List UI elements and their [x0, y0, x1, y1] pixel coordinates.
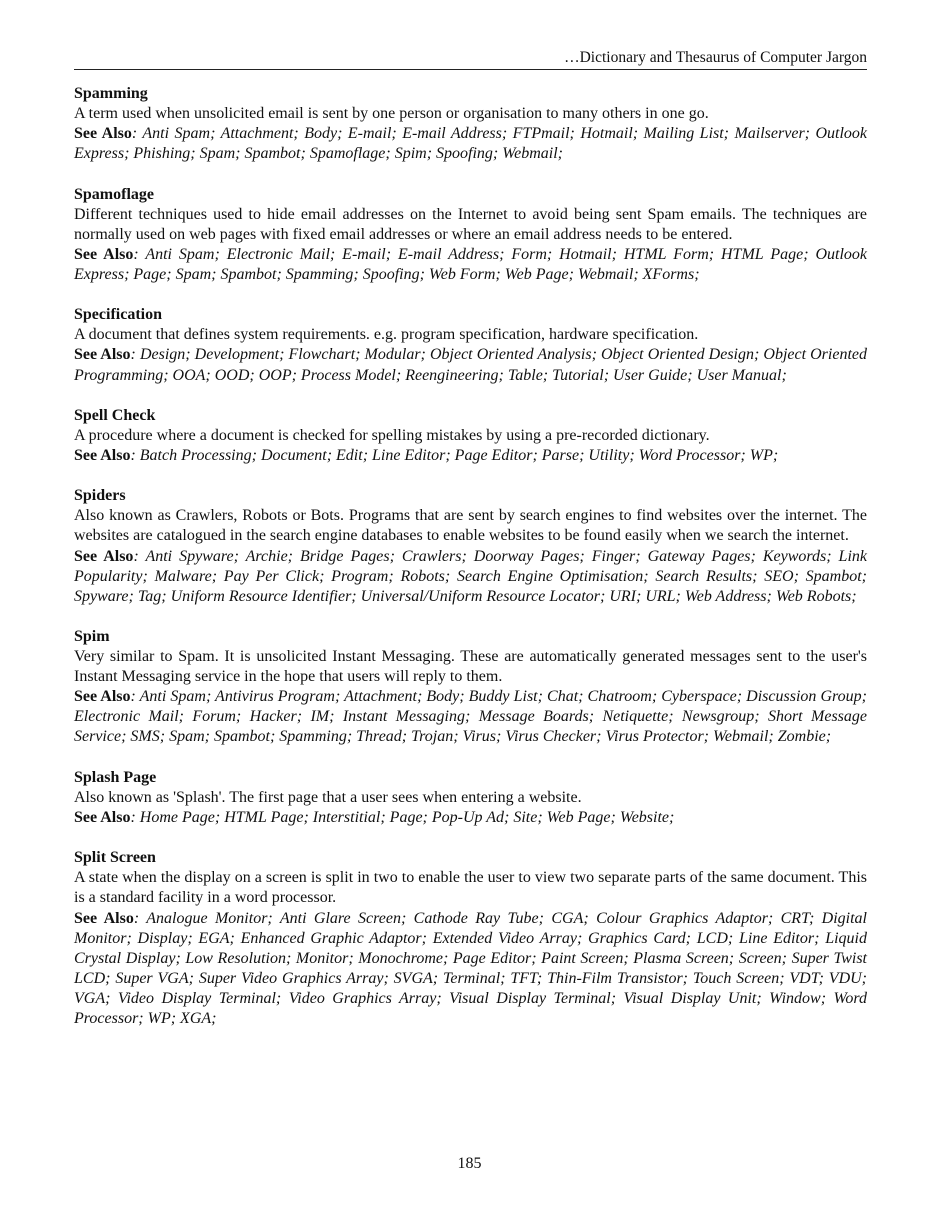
see-also-label: See Also — [74, 808, 131, 826]
entry-specification — [74, 305, 867, 385]
entry-definition: A document that defines system requirements. e.g. program specification, hardware specification. — [74, 326, 699, 344]
see-also-label: See Also — [74, 446, 131, 464]
entry-see-also — [74, 808, 867, 828]
page-number: 185 — [457, 1155, 482, 1172]
entry-see-also — [74, 124, 867, 164]
entry-definition: Also known as Crawlers, Robots or Bots. Programs that are sent by search engines to find websites over the internet. The websites are catalogued in the search engine databases to enable websites to be found easily when we search the internet. — [74, 507, 867, 545]
entry-split-screen — [74, 848, 867, 1029]
see-also-label: See Also — [74, 688, 131, 706]
entry-spamoflage — [74, 185, 867, 285]
entry-definition: Also known as 'Splash'. The first page that a user sees when entering a website. — [74, 788, 582, 806]
book-title: …Dictionary and Thesaurus of Computer Jargon — [564, 49, 867, 66]
entry-term: Splash Page — [74, 768, 157, 786]
see-also-label: See Also — [74, 547, 134, 565]
entry-spamming — [74, 84, 867, 164]
dictionary-entries — [74, 84, 867, 1049]
entry-term: Spamming — [74, 85, 148, 102]
see-also-label: See Also — [74, 909, 134, 927]
see-also-label: See Also — [74, 346, 131, 364]
entry-definition: Very similar to Spam. It is unsolicited Instant Messaging. These are automatically generated messages sent to the user's Instant Messaging service in the hope that users will reply to them. — [74, 648, 867, 686]
entry-see-also — [74, 245, 867, 285]
entry-see-also — [74, 345, 867, 385]
see-also-label: See Also — [74, 245, 134, 263]
entry-spiders — [74, 486, 867, 607]
entry-term: Spim — [74, 628, 110, 645]
see-also-items: : Home Page; HTML Page; Interstitial; Page; Pop-Up Ad; Site; Web Page; Website; — [130, 808, 675, 826]
entry-see-also — [74, 687, 867, 747]
see-also-items: : Anti Spam; Electronic Mail; E-mail; E-mail Address; Form; Hotmail; HTML Form; HTML Page; Outlook Express; Page; Spam; Spambot; Spamming; Spoofing; Web Form; Web Page; Webmail; XForms; — [74, 245, 867, 283]
entry-term: Split Screen — [74, 849, 156, 867]
entry-see-also — [74, 446, 867, 466]
entry-definition: A state when the display on a screen is split in two to enable the user to view two separate parts of the same document. This is a standard facility in a word processor. — [74, 869, 867, 907]
see-also-items: : Batch Processing; Document; Edit; Line Editor; Page Editor; Parse; Utility; Word Processor; WP; — [130, 446, 779, 464]
see-also-items: : Design; Development; Flowchart; Modular; Object Oriented Analysis; Object Oriented Design; Object Oriented Programming; OOA; OOD; OOP; Process Model; Reengineering; Table; Tutorial; User Guide; User Manual; — [74, 346, 867, 384]
see-also-items: : Anti Spyware; Archie; Bridge Pages; Crawlers; Doorway Pages; Finger; Gateway Pages; Keywords; Link Popularity; Malware; Pay Per Click; Program; Robots; Search Engine Optimisation; Search Results; SEO; Spambot; Spyware; Tag; Uniform Resource Identifier; Universal/Uniform Resource Locator; URI; URL; Web Address; Web Robots; — [74, 547, 867, 605]
entry-see-also — [74, 909, 867, 1030]
see-also-items: : Anti Spam; Attachment; Body; E-mail; E-mail Address; FTPmail; Hotmail; Mailing List; Mailserver; Outlook Express; Phishing; Spam; Spambot; Spamoflage; Spim; Spoofing; Webmail; — [74, 125, 867, 163]
entry-term: Spell Check — [74, 406, 156, 424]
entry-term: Spamoflage — [74, 185, 154, 203]
see-also-items: : Analogue Monitor; Anti Glare Screen; Cathode Ray Tube; CGA; Colour Graphics Adaptor; CRT; Digital Monitor; Display; EGA; Enhanced Graphic Adaptor; Extended Video Array; Graphics Card; LCD; Line Editor; Liquid Crystal Display; Low Resolution; Monitor; Monochrome; Page Editor; Paint Screen; Plasma Screen; Screen; Super Twist LCD; Super VGA; Super Video Graphics Array; SVGA; Terminal; TFT; Thin-Film Transistor; Touch Screen; VDT; VDU; VGA; Video Display Terminal; Video Graphics Array; Visual Display Terminal; Visual Display Unit; Window; Word Processor; WP; XGA; — [74, 909, 867, 1027]
entry-see-also — [74, 547, 867, 607]
page-header — [74, 48, 867, 70]
entry-term: Spiders — [74, 487, 126, 505]
entry-spell-check — [74, 406, 867, 466]
entry-definition: Different techniques used to hide email addresses on the Internet to avoid being sent Spam emails. The techniques are normally used on web pages with fixed email addresses or where an email address needs to be entered. — [74, 205, 867, 243]
entry-definition: A procedure where a document is checked for spelling mistakes by using a pre-recorded dictionary. — [74, 426, 710, 444]
entry-term: Specification — [74, 306, 162, 324]
see-also-items: : Anti Spam; Antivirus Program; Attachment; Body; Buddy List; Chat; Chatroom; Cyberspace; Discussion Group; Electronic Mail; Forum; Hacker; IM; Instant Messaging; Message Boards; Netiquette; Newsgroup; Short Message Service; SMS; Spam; Spambot; Spamming; Thread; Trojan; Virus; Virus Checker; Virus Protector; Webmail; Zombie; — [74, 688, 868, 746]
see-also-label: See Also — [74, 125, 132, 143]
entry-definition: A term used when unsolicited email is sent by one person or organisation to many others in one go. — [74, 105, 709, 123]
entry-splash-page — [74, 768, 867, 828]
entry-spim — [74, 627, 867, 748]
